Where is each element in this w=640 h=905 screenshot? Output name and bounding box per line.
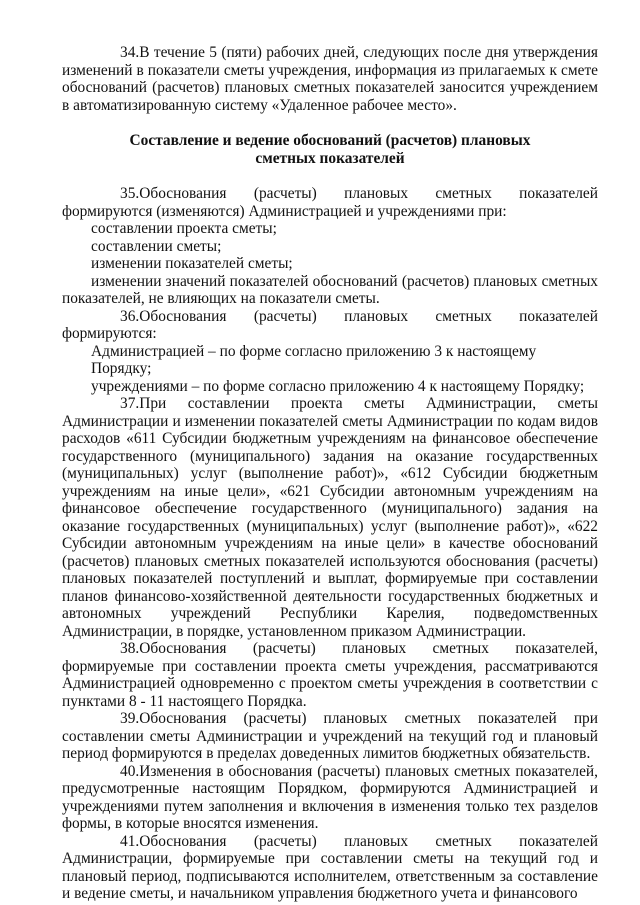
paragraph-text: Обоснования (расчеты) плановых сметных показателей формируются: bbox=[62, 307, 598, 342]
list-item: Администрацией – по форме согласно приложению 3 к настоящему Порядку; bbox=[91, 342, 537, 377]
list-item: учреждениями – по форме согласно приложению 4 к настоящему Порядку; bbox=[91, 377, 585, 395]
paragraph-number: 38. bbox=[120, 640, 140, 657]
paragraph-37 bbox=[62, 395, 598, 640]
paragraph-text: Обоснования (расчеты) плановых сметных показателей при составлении сметы Администрации и учреждений на текущий год и плановый период формируются в пределах доведенных лимитов бюджетных обязательств. bbox=[62, 710, 598, 762]
paragraph-text: В течение 5 (пяти) рабочих дней, следующих после дня утверждения изменений в показатели сметы учреждения, информация из прилагаемых к смете обоснований (расчетов) плановых сметных показателей заносится учреждением в автоматизированную систему «Удаленное рабочее место». bbox=[62, 44, 598, 114]
paragraph-number: 40. bbox=[120, 762, 140, 780]
list-item: составлении проекта сметы; bbox=[91, 220, 277, 237]
paragraph-number: 39. bbox=[120, 710, 140, 727]
paragraph-number: 36. bbox=[120, 307, 140, 325]
paragraph-text: Обоснования (расчеты) плановых сметных показателей, формируемые при составлении проекта сметы учреждения, рассматриваются Администрацией одновременно с проектом сметы учреждения в соответствии с пунктами 8 - 11 настоящего Порядка. bbox=[62, 640, 598, 710]
heading-line-2: сметных показателей bbox=[255, 149, 405, 167]
paragraph-number: 35. bbox=[120, 185, 140, 202]
list-item: составлении сметы; bbox=[91, 237, 222, 255]
paragraph-35 bbox=[62, 185, 598, 220]
list-item: изменении значений показателей обоснований (расчетов) плановых сметных показателей, не влияющих на показатели сметы. bbox=[62, 272, 598, 307]
paragraph-number: 41. bbox=[120, 832, 140, 850]
paragraph-number: 37. bbox=[120, 395, 140, 412]
paragraph-text: Обоснования (расчеты) плановых сметных показателей формируются (изменяются) Администрацией и учреждениями при: bbox=[62, 185, 598, 220]
paragraph-text: Обоснования (расчеты) плановых сметных показателей Администрации, формируемые при составлении сметы на текущий год и плановый период, подписываются исполнителем, ответственным за составление и ведение сметы, и начальником управления бюджетного учета и финансового bbox=[62, 832, 598, 902]
paragraph-38 bbox=[62, 640, 598, 710]
paragraph-text: При составлении проекта сметы Администрации, сметы Администрации и изменении показателей сметы Администрации по кодам видов расходов «611 Субсидии бюджетным учреждениям на финансовое обеспечение государственного (муниципального) задания на оказание государственных (муниципальных) услуг (выполнение работ)», «612 Субсидии бюджетным учреждениям на иные цели», «621 Субсидии автономным учреждениям на финансовое обеспечение государственного (муниципального) задания на оказание государственных (муниципальных) услуг (выполнение работ)», «622 Субсидии автономным учреждениям на иные цели» в качестве обоснований (расчетов) плановых сметных показателей используются обоснования (расчеты) плановых показателей поступлений и выплат, формируемые при составлении планов финансово-хозяйственной деятельности государственных бюджетных и автономных учреждений Республики Карелия, подведомственных Администрации, в порядке, установленном приказом Администрации. bbox=[62, 395, 598, 640]
paragraph-40 bbox=[62, 763, 598, 833]
list-item: изменении показателей сметы; bbox=[91, 255, 293, 272]
paragraph-36 bbox=[62, 308, 598, 343]
section-heading bbox=[62, 132, 598, 167]
paragraph-39 bbox=[62, 710, 598, 763]
document-page bbox=[62, 44, 598, 903]
paragraph-number: 34. bbox=[120, 44, 140, 61]
heading-line-1: Составление и ведение обоснований (расчетов) плановых bbox=[129, 132, 531, 149]
paragraph-41 bbox=[62, 833, 598, 903]
paragraph-34 bbox=[62, 44, 598, 114]
paragraph-text: Изменения в обоснования (расчеты) плановых сметных показателей, предусмотренные настоящим Порядком, формируются Администрацией и учреждениями путем заполнения и включения в изменения только тех разделов формы, в которые вносятся изменения. bbox=[62, 762, 598, 832]
